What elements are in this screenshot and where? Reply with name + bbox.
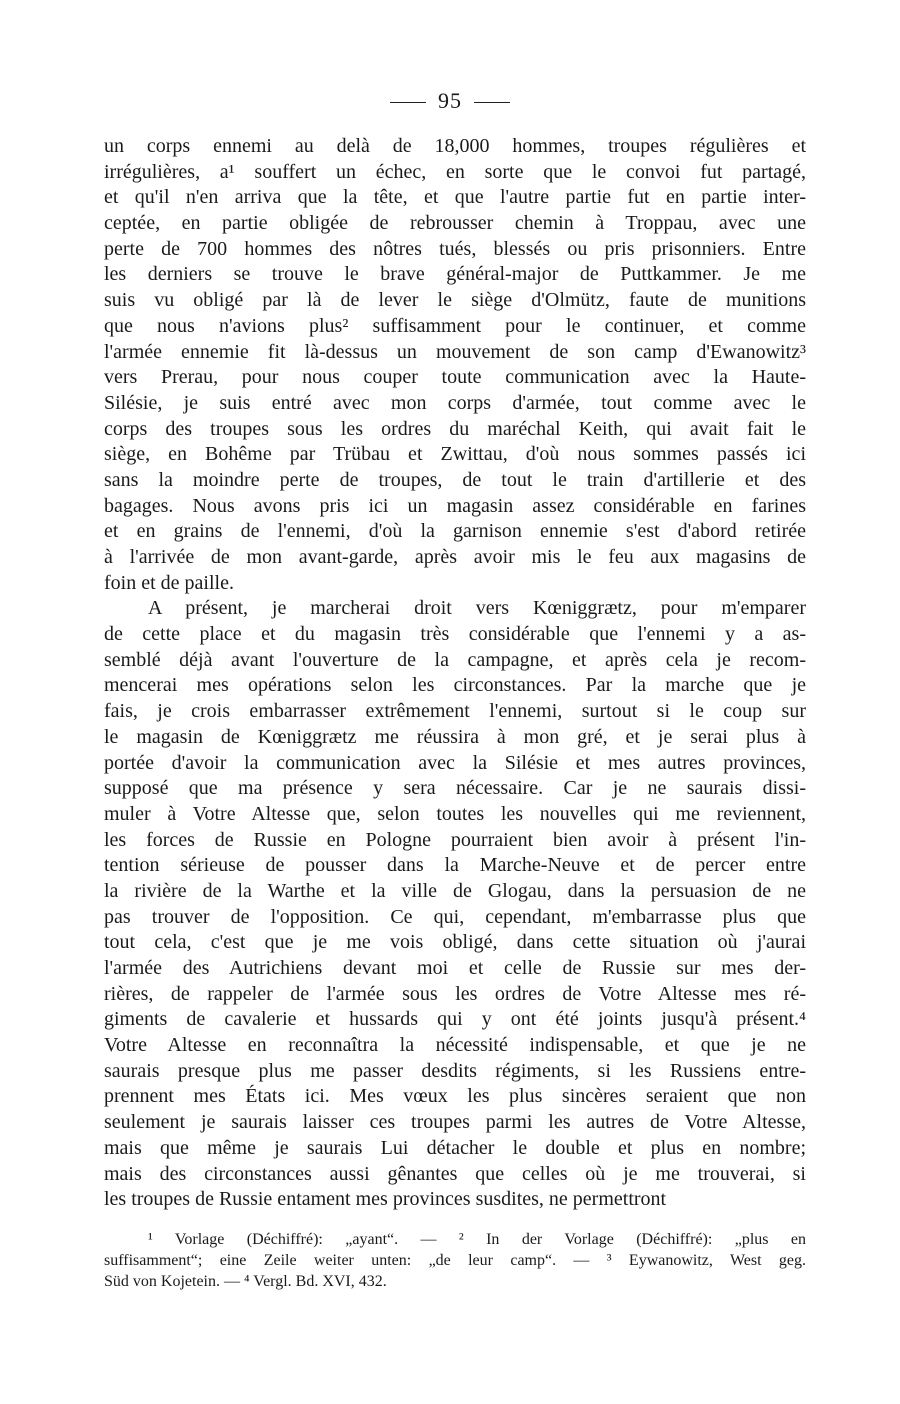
text-line: pas trouver de l'opposition. Ce qui, cependant, m'embarrasse plus que — [104, 905, 806, 928]
text-line: les troupes de Russie entament mes provinces susdites, ne permettront — [104, 1188, 667, 1211]
text-line: les forces de Russie en Pologne pourraient bien avoir à présent l'in- — [104, 828, 806, 851]
text-line: muler à Votre Altesse que, selon toutes les nouvelles qui me reviennent, — [104, 802, 806, 825]
text-line: bagages. Nous avons pris ici un magasin assez considérable en farines — [104, 494, 806, 517]
text-line: et en grains de l'ennemi, d'où la garnison ennemie s'est d'abord retirée — [104, 520, 806, 543]
body-text — [104, 134, 806, 1213]
text-line: à l'arrivée de mon avant-garde, après avoir mis le feu aux magasins de — [104, 546, 806, 568]
text-line: foin et de paille. — [104, 571, 234, 594]
text-line: un corps ennemi au delà de 18,000 hommes, troupes régulières et — [104, 135, 806, 157]
text-line: portée d'avoir la communication avec la Silésie et mes autres provinces, — [104, 751, 806, 774]
text-line: le magasin de Kœniggrætz me réussira à mon gré, et je serai plus à — [104, 725, 806, 748]
text-line: A présent, je marcherai droit vers Kœniggrætz, pour m'emparer — [148, 597, 806, 620]
text-line: corps des troupes sous les ordres du maréchal Keith, qui avait fait le — [104, 417, 806, 440]
text-line: sans la moindre perte de troupes, de tout le train d'artillerie et des — [104, 468, 806, 491]
text-line: tention sérieuse de pousser dans la Marche-Neuve et de percer entre — [104, 854, 806, 877]
text-line: prennent mes États ici. Mes vœux les plus sincères seraient que non — [104, 1085, 806, 1108]
text-line: l'armée ennemie fit là-dessus un mouvement de son camp d'Ewanowitz³ — [104, 340, 806, 363]
text-line: saurais presque plus me passer desdits régiments, si les Russiens entre- — [104, 1059, 806, 1082]
text-line: que nous n'avions plus² suffisamment pour le continuer, et comme — [104, 314, 806, 337]
footnote-line: Süd von Kojetein. — ⁴ Vergl. Bd. XVI, 432. — [104, 1273, 387, 1290]
footnotes — [104, 1229, 806, 1292]
footnote-line: ¹ Vorlage (Déchiffré): „ayant“. — ² In der Vorlage (Déchiffré): „plus en — [148, 1231, 806, 1248]
text-line: siège, en Bohême par Trübau et Zwittau, d'où nous sommes passés ici — [104, 443, 806, 466]
text-line: ceptée, en partie obligée de rebrousser chemin à Troppau, avec une — [104, 212, 806, 235]
text-line: vers Prerau, pour nous couper toute communication avec la Haute- — [104, 366, 806, 389]
header-rule-left — [390, 102, 426, 103]
text-line: irrégulières, a¹ souffert un échec, en sorte que le convoi fut partagé, — [104, 160, 806, 183]
text-line: mencerai mes opérations selon les circonstances. Par la marche que je — [104, 674, 806, 697]
text-line: la rivière de la Warthe et la ville de Glogau, dans la persuasion de ne — [104, 879, 806, 902]
text-line: mais des circonstances aussi gênantes que celles où je me trouverai, si — [104, 1162, 806, 1185]
page-number: 95 — [438, 88, 462, 113]
text-line: fais, je crois embarrasser extrêmement l'ennemi, surtout si le coup sur — [104, 700, 806, 723]
text-line: suis vu obligé par là de lever le siège d'Olmütz, faute de munitions — [104, 289, 806, 312]
header-rule-right — [474, 102, 510, 103]
text-line: l'armée des Autrichiens devant moi et celle de Russie sur mes der- — [104, 957, 806, 979]
text-line: giments de cavalerie et hussards qui y ont été joints jusqu'à présent.⁴ — [104, 1008, 806, 1031]
text-line: et qu'il n'en arriva que la tête, et que l'autre partie fut en partie inter- — [104, 186, 806, 209]
text-line: seulement je saurais laisser ces troupes parmi les autres de Votre Altesse, — [104, 1111, 806, 1134]
text-line: perte de 700 hommes des nôtres tués, blessés ou pris prisonniers. Entre — [104, 237, 806, 260]
text-line: de cette place et du magasin très considérable que l'ennemi y a as- — [104, 623, 806, 646]
text-line: rières, de rappeler de l'armée sous les ordres de Votre Altesse mes ré- — [104, 982, 806, 1005]
text-line: mais que même je saurais Lui détacher le double et plus en nombre; — [104, 1136, 806, 1159]
text-line: Votre Altesse en reconnaîtra la nécessité indispensable, et que je ne — [104, 1034, 806, 1057]
text-line: supposé que ma présence y sera nécessaire. Car je ne saurais dissi- — [104, 777, 806, 800]
text-line: tout cela, c'est que je me vois obligé, dans cette situation où j'aurai — [104, 931, 806, 954]
page-header — [0, 88, 900, 114]
text-line: les derniers se trouve le brave général-major de Puttkammer. Je me — [104, 263, 806, 286]
text-line: Silésie, je suis entré avec mon corps d'armée, tout comme avec le — [104, 391, 806, 414]
footnote-line: suffisamment“; eine Zeile weiter unten: „de leur camp“. — ³ Eywanowitz, West geg. — [104, 1252, 806, 1269]
text-line: semblé déjà avant l'ouverture de la campagne, et après cela je recom- — [104, 648, 806, 671]
